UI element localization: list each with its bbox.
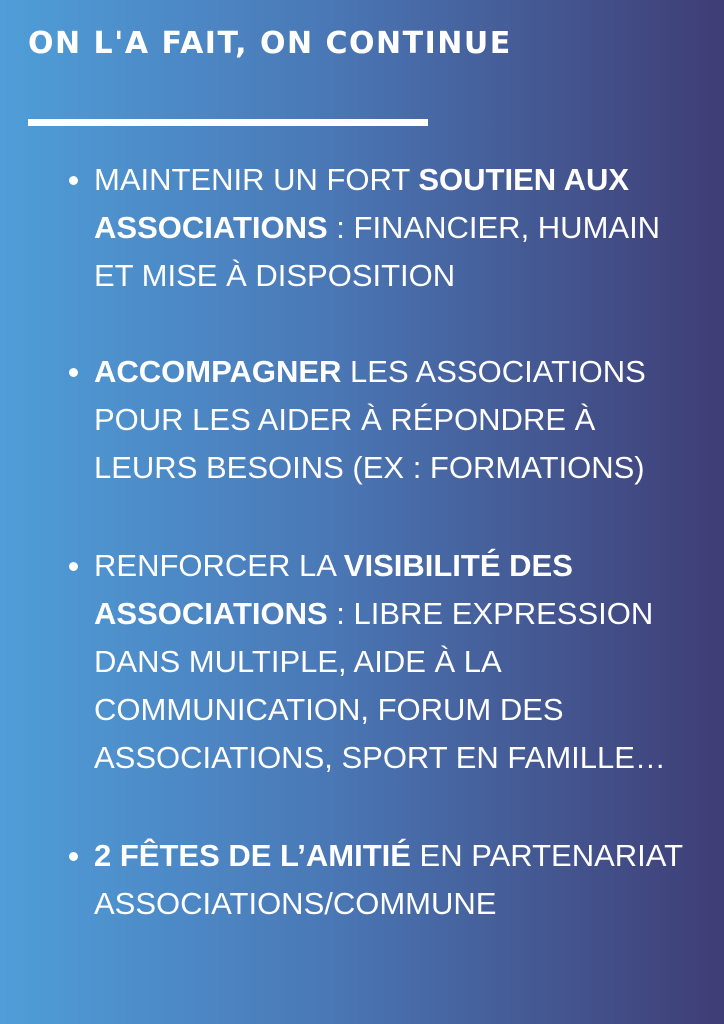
bullet-bold-text: 2 FÊTES DE L’AMITIÉ — [94, 838, 411, 873]
bullet-bold-text: SOUTIEN AUX ASSOCIATIONS — [94, 162, 630, 245]
bullet-dot-icon — [69, 562, 78, 571]
bullet-item — [94, 156, 704, 300]
bullet-item — [94, 542, 704, 782]
bullet-item — [94, 348, 704, 492]
bullet-text: EN PARTENARIAT ASSOCIATIONS/COMMUNE — [94, 838, 683, 921]
bullet-dot-icon — [69, 176, 78, 185]
bullet-text: : LIBRE EXPRESSION DANS MULTIPLE, AIDE À LA COMMUNICATION, FORUM DES ASSOCIATIONS, SPORT EN FAMILLE… — [94, 596, 666, 775]
bullet-dot-icon — [69, 852, 78, 861]
bullet-text: RENFORCER LA — [94, 548, 344, 583]
bullet-text: LES ASSOCIATIONS POUR LES AIDER À RÉPONDRE À LEURS BESOINS (EX : FORMATIONS) — [94, 354, 646, 485]
bullet-item — [94, 832, 704, 928]
page-title: ON L'A FAIT, ON CONTINUE — [28, 26, 512, 61]
bullet-bold-text: VISIBILITÉ DES ASSOCIATIONS — [94, 548, 573, 631]
bullet-text: MAINTENIR UN FORT — [94, 162, 419, 197]
title-divider — [28, 119, 428, 126]
bullet-text: : FINANCIER, HUMAIN ET MISE À DISPOSITION — [94, 210, 661, 293]
bullet-bold-text: ACCOMPAGNER — [94, 354, 342, 389]
bullet-dot-icon — [69, 368, 78, 377]
